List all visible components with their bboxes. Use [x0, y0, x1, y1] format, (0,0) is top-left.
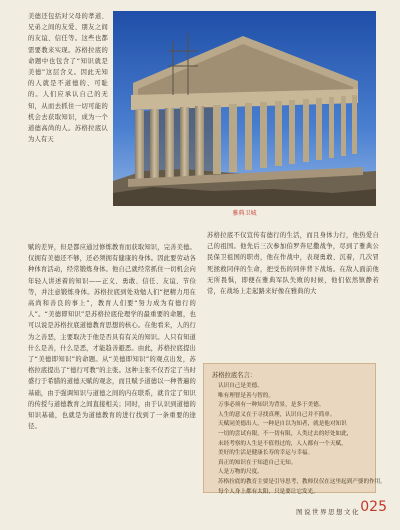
body-text-right: 苏格拉底不仅宣传有德行的生活，而且身体力行，他热爱自己的祖国。他先后三次参加伯罗奔尼撒战争，尽到了雅典公民保卫祖国的职责，他在作战中，表现勇敢、沉着，几次冒死拯救同伴的生命，把受伤的同伴背下战场。在敌人面前他无所畏惧，即便在雅典军队失败的时候，他们依然镇静若常，在战场上走起路来好像在雅典的大 — [207, 232, 379, 296]
quote-line: 苏格拉底的教育主要是引导思考，教师仅仅在这里起到产婆的作用。 — [218, 478, 386, 485]
photo-caption: 雅典卫城 — [232, 210, 257, 217]
footer-series-title: 图说世界思想文化 — [296, 508, 360, 516]
quotes-box — [203, 363, 386, 495]
quote-line: 天赋同美德出人，一种是自以为知者，就是他对知识 — [218, 421, 347, 428]
quote-line: 一切的尝试有限，不一切有限，人类过去的好处如此， — [218, 430, 353, 437]
quote-line: 人生的意义在于寻找真理，认识自己并不简单。 — [218, 411, 336, 418]
parthenon-photo — [113, 11, 376, 206]
quote-line: 人是万物的尺度。 — [218, 469, 263, 476]
quote-line: 未经考察的人生是不值得过的，人人都有一个天赋， — [218, 440, 347, 447]
body-text-left-bottom: 赋的差异，但是都应通过修炼教育而获取知识，完善美德。仅拥有美德还不够，还必须拥有健康的身体。因此要劳动各种体育活动，经常锻炼身体。他自己就经常抓住一切机会向年轻人讲述着的知识——正义、勇敢、信任、友谊、节俭等，并注意锻炼身体。苏格拉底到处劝勉人们“把精力用在高尚和善良的事上”，教育人们要“努力成为有德行的人”。“美德即知识”是苏格拉底伦理学的最重要的命题，也可以说是苏格拉底道德教育思想的核心。在他看来，人的行为之善恶，主要取决于他是否具有有关的知识。人只有知道什么是善，什么是恶，才能趋善避恶。由此，苏格拉底提出了“美德即知识”的命题。从“美德即知识”的观点出发，苏格拉底提出了“德行可教”的主张。这种主张不仅否定了当时盛行于希腊的道德天赋的观念，而且赋予道德以一种普遍的基础，由于强调知识与道德之间的内在联系，就肯定了知识的传授与道德教育之间直接相关；同时，由于认识到道德的知识基础，也就是为道德教育的进行找到了一条重要的途径。 — [28, 244, 196, 431]
quote-line: 认识自己是美德。 — [218, 383, 263, 389]
quotes-title: 苏格拉底名言： — [212, 372, 257, 379]
quote-line: 万事必须有一种知识为背景，是多于美德。 — [218, 402, 325, 409]
quote-line: 真正的知识在于知道自己无知。 — [218, 459, 297, 466]
body-text-left-top: 美德还包括对父母的孝道、兄弟之间的友爱、朋友之间的友谊、信任等。这些也都需要教来实现。苏格拉底的命题中也包含了“知识就是美德”这层含义。因此无知的人就是不道德的、可耻的。人们应承认自己的无知，从而去抓住一切可能的机会去获取知识，成为一个道德高尚的人。苏格拉底认为人有天 — [28, 13, 108, 144]
quote-line: 唯有理智是善与智的。 — [218, 392, 274, 399]
quote-line: 美好的生活是健康长寿的幸运与幸福。 — [218, 450, 314, 457]
quote-line: 每个人身上都有太阳，只是要让它发光。 — [218, 488, 319, 495]
page-number: 025 — [360, 499, 387, 515]
